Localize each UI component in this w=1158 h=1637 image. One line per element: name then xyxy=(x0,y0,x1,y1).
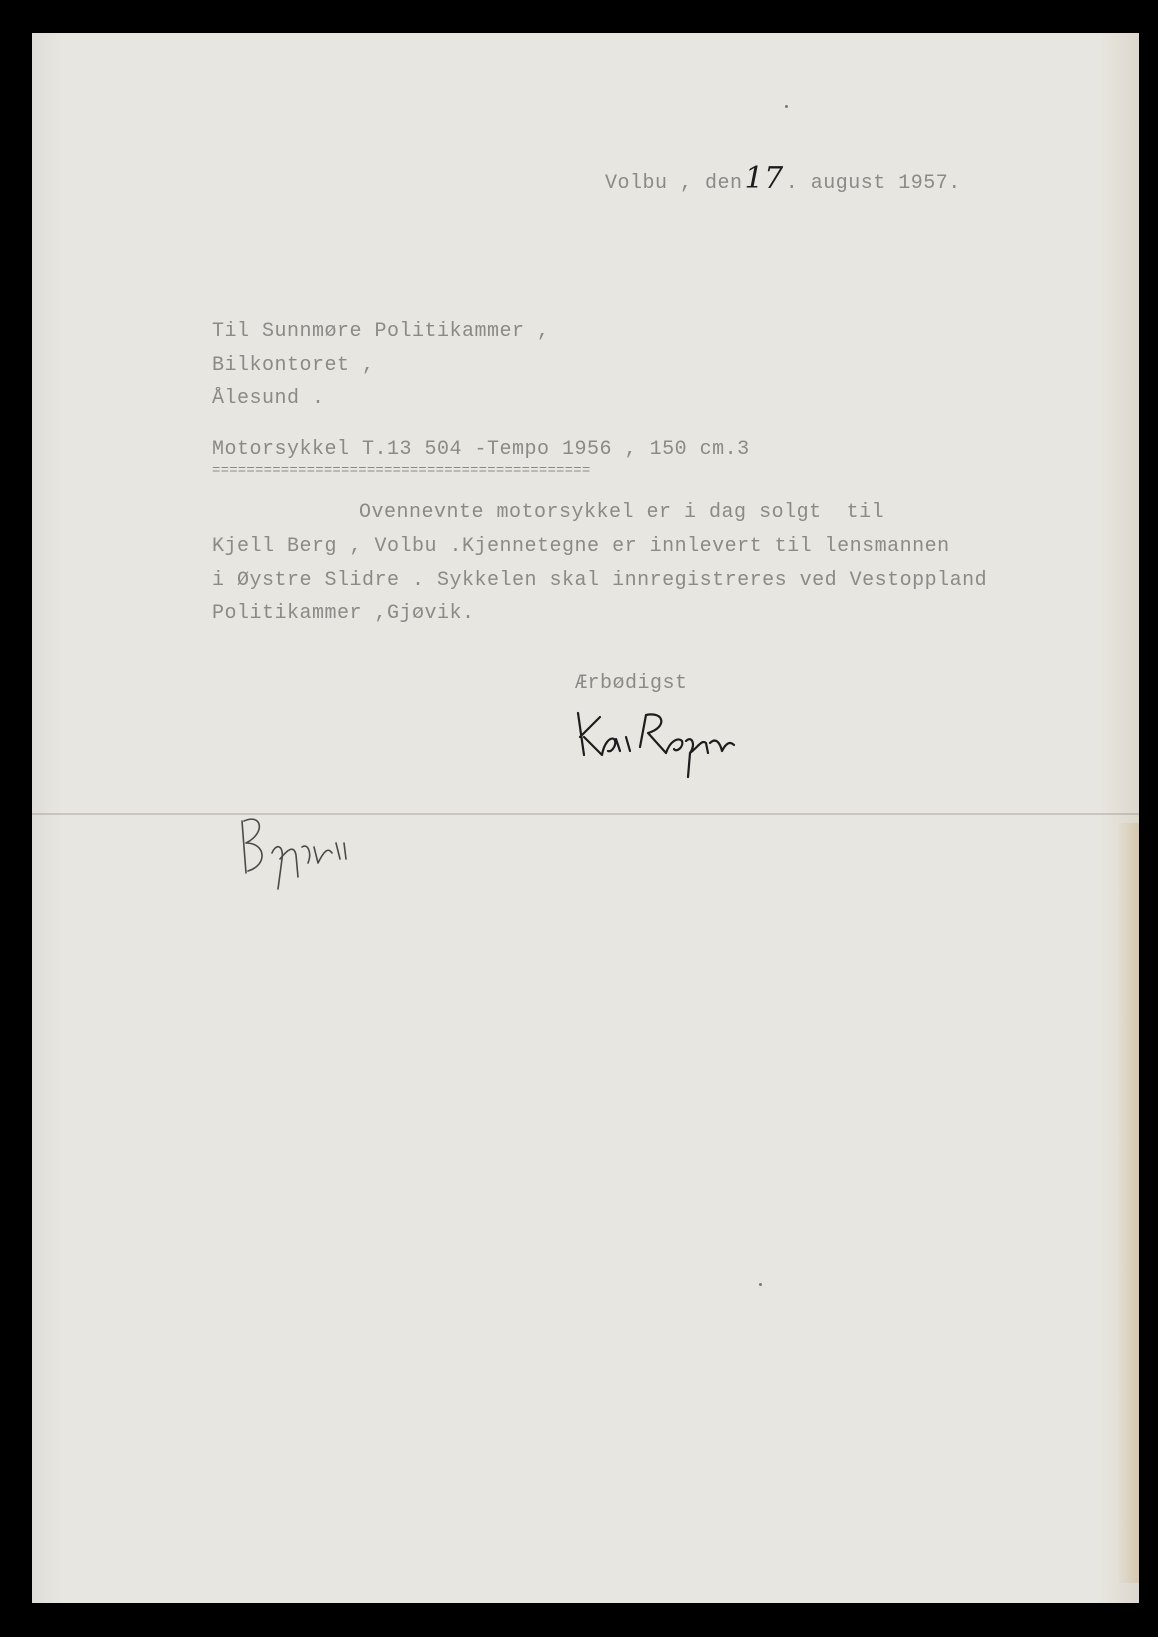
date-rest: . august 1957. xyxy=(785,172,961,195)
date-line xyxy=(605,161,961,196)
handwritten-signature xyxy=(570,693,740,783)
date-place: Volbu , den xyxy=(605,172,743,195)
paper-speck xyxy=(785,105,788,108)
body-line-1: Ovennevnte motorsykkel er i dag solgt til xyxy=(359,501,885,524)
body-line-2: Kjell Berg , Volbu .Kjennetegne er innlevert til lensmannen xyxy=(212,535,950,558)
subject-underline: ============================================ xyxy=(212,463,591,479)
paper-speck xyxy=(759,1283,762,1286)
body-line-4: Politikammer ,Gjøvik. xyxy=(212,602,475,625)
address-line-3: Ålesund . xyxy=(212,387,325,410)
date-day-handwritten: 17 xyxy=(744,161,784,196)
subject-line: Motorsykkel T.13 504 -Tempo 1956 , 150 cm.3 xyxy=(212,438,750,461)
fold-line xyxy=(32,813,1139,815)
handwritten-initials xyxy=(232,803,362,893)
body-line-3: i Øystre Slidre . Sykkelen skal innregistreres ved Vestoppland xyxy=(212,569,988,592)
letter-paper xyxy=(32,33,1139,1603)
closing: Ærbødigst xyxy=(575,672,688,695)
paper-edge-stain xyxy=(1117,823,1139,1583)
address-line-2: Bilkontoret , xyxy=(212,354,375,377)
address-line-1: Til Sunnmøre Politikammer , xyxy=(212,320,550,343)
